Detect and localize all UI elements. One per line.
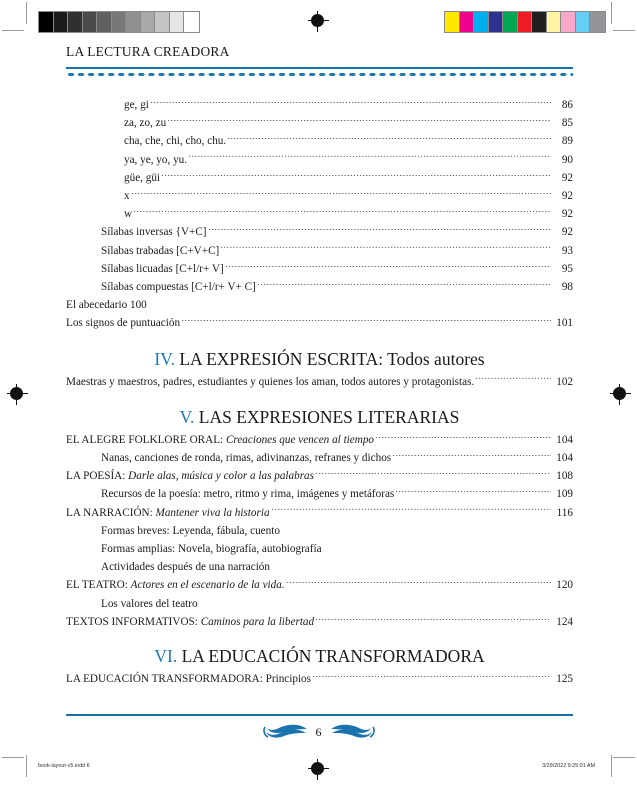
toc-page-number: 95 [561,262,573,275]
toc-entry[interactable] [66,223,573,241]
crop-mark-top-right-h [613,30,635,31]
toc-entry[interactable] [66,278,573,296]
toc-leader-dots [150,97,551,108]
calibration-swatch [518,12,533,32]
toc-entries-part-v [66,431,573,631]
toc-entry-label: Los signos de puntuación [66,317,181,330]
slug-timestamp: 3/29/2022 9:25:01 AM [542,763,595,769]
toc-entries-part-vi [66,670,573,688]
calibration-swatch [54,12,69,32]
toc-entry-label: TEXTOS INFORMATIVOS: Caminos para la libertad [66,615,315,628]
toc-leader-dots [199,595,572,606]
calibration-swatch [97,12,112,32]
toc-entry[interactable] [66,114,573,132]
toc-entry-label: ge, gi [124,99,149,111]
toc-leader-dots [271,504,551,515]
toc-entry-label: Formas amplias: Novela, biografía, autobiografía [101,543,322,556]
toc-leader-dots [161,170,551,181]
grayscale-calibration-strip [38,11,200,33]
toc-entries-part-iv [66,373,573,391]
crop-mark-bottom-right-v [611,755,612,777]
toc-entry[interactable] [66,522,573,540]
toc-page-number: 92 [561,171,573,184]
toc-leader-dots [315,468,551,479]
toc-entry[interactable] [66,670,573,688]
calibration-swatch [590,12,605,32]
toc-entry-label: Maestras y maestros, padres, estudiantes y quienes los aman, todos autores y protagonistas. [66,375,475,388]
toc-entry[interactable] [66,314,573,332]
toc-leader-dots [208,224,551,235]
toc-entry-subtitle: Caminos para la libertad [197,615,315,628]
toc-leader-dots [257,279,551,290]
toc-entry[interactable] [66,96,573,114]
toc-page-number: 125 [556,673,573,686]
toc-entry-subtitle: Darle alas, música y color a las palabras [125,470,315,483]
calibration-swatch [184,12,199,32]
calibration-swatch [39,12,54,32]
toc-entry[interactable] [66,187,573,205]
toc-page-number: 92 [561,190,573,203]
toc-entry-label: Formas breves: Leyenda, fábula, cuento [101,524,280,537]
crop-mark-bottom-left-h [2,757,24,758]
registration-mark-right [613,387,626,400]
toc-entry-label: Recursos de la poesía: metro, ritmo y rima, imágenes y metáforas [101,488,395,501]
toc-entry-label: EL ALEGRE FOLKLORE ORAL: Creaciones que vencen al tiempo [66,433,375,446]
calibration-swatch [83,12,98,32]
toc-leader-dots [225,261,551,272]
toc-leader-dots [181,315,551,326]
crop-mark-top-left-h [2,30,24,31]
toc-entry[interactable] [66,296,573,314]
toc-entry-label: za, zo, zu [124,117,167,130]
toc-entry-label: güe, güi [124,171,161,184]
toc-page-number: 89 [561,135,573,148]
toc-page-number: 109 [556,488,573,501]
toc-leader-dots [133,206,551,217]
crop-mark-bottom-left-v [26,755,27,777]
toc-leader-dots [227,133,551,144]
part-title-vi: LA EDUCACIÓN TRANSFORMADORA [181,646,485,667]
toc-entry[interactable] [66,242,573,260]
calibration-swatch [155,12,170,32]
registration-mark-left [10,387,23,400]
calibration-swatch [460,12,475,32]
toc-leader-dots [392,450,551,461]
page-number: 6 [315,724,322,739]
toc-entry[interactable] [66,467,573,485]
toc-leader-dots [281,523,572,534]
toc-entry[interactable] [66,205,573,223]
toc-entry-label: cha, che, chi, cho, chu. [124,135,227,148]
calibration-swatch [561,12,576,32]
toc-leader-dots [286,577,551,588]
crop-mark-bottom-right-h [613,757,635,758]
toc-leader-dots [315,614,551,625]
part-title-v: LAS EXPRESIONES LITERARIAS [198,406,460,427]
toc-leader-dots [188,151,551,162]
toc-entry-label: EL TEATRO: Actores en el escenario de la vida. [66,579,285,592]
toc-entry-label: LA POESÍA: Darle alas, música y color a las palabras [66,470,315,483]
toc-entry[interactable] [66,260,573,278]
toc-entry[interactable] [66,151,573,169]
toc-entry-label: x [124,190,130,203]
toc-entry-label: ya, ye, yo, yu. [124,153,188,166]
toc-entry[interactable] [66,169,573,187]
calibration-swatch [112,12,127,32]
toc-entry-label: Sílabas compuestas [C+l/r+ V+ C] [101,281,256,294]
part-heading-v [66,406,573,428]
toc-page-number: 104 [556,433,573,446]
toc-entry-subtitle: Mantener viva la historia [152,506,270,519]
toc-entry-label: Sílabas trabadas [C+V+C] [101,244,220,257]
toc-entry-subtitle: Actores en el escenario de la vida. [130,579,285,592]
toc-page-number: 108 [556,470,573,483]
toc-page-number: 101 [556,317,573,330]
header-dotted-border [66,72,573,77]
toc-entry[interactable] [66,373,573,391]
calibration-swatch [503,12,518,32]
footer-rule [66,714,573,716]
toc-page-number: 86 [561,99,573,111]
toc-entry[interactable] [66,485,573,503]
calibration-swatch [474,12,489,32]
toc-leader-dots [220,242,551,253]
toc-entry[interactable] [66,132,573,150]
calibration-swatch [126,12,141,32]
toc-page-number: 124 [556,615,573,628]
toc-page-number: 116 [556,506,573,519]
toc-page-number: 85 [561,117,573,130]
toc-page-number: 120 [556,579,573,592]
toc-entry[interactable] [66,558,573,576]
calibration-swatch [547,12,562,32]
toc-entry-subtitle: Creaciones que vencen al tiempo [223,433,375,446]
toc-section-continued [66,96,573,333]
toc-entry-label: w [124,208,133,221]
calibration-swatch [576,12,591,32]
color-calibration-strip [444,11,606,33]
toc-leader-dots [167,115,551,126]
toc-entry[interactable] [66,540,573,558]
calibration-swatch [532,12,547,32]
registration-mark-bottom [311,762,324,775]
crop-mark-top-left-v [26,2,27,24]
registration-mark-top [311,14,324,27]
toc-leader-dots [395,486,551,497]
toc-entry-label: Sílabas inversas {V+C] [101,226,207,239]
calibration-swatch [489,12,504,32]
toc-page-number: 104 [556,452,573,465]
slug-filename: book-layout-v5.indd 6 [38,763,90,769]
toc-page-number: 90 [561,153,573,166]
toc-leader-dots [131,188,551,199]
calibration-swatch [170,12,185,32]
toc-page-number: 92 [561,208,573,221]
folio [0,724,637,740]
crop-mark-top-right-v [611,2,612,24]
toc-entry[interactable] [66,431,573,449]
toc-leader-dots [475,373,551,384]
toc-entry[interactable] [66,449,573,467]
toc-leader-dots [323,541,572,552]
running-head: LA LECTURA CREADORA [66,44,230,59]
toc-entry-label: LA NARRACIÓN: Mantener viva la historia [66,506,270,519]
part-heading-vi [66,645,573,667]
toc-entry[interactable] [66,613,573,631]
toc-entry[interactable] [66,595,573,613]
toc-entry[interactable] [66,576,573,594]
toc-page-number: 98 [561,281,573,294]
flourish-swirl-right-icon [329,724,375,740]
toc-leader-dots [148,297,572,308]
part-numeral-iv: IV. [154,348,175,369]
toc-page-number: 93 [561,244,573,257]
toc-leader-dots [271,559,572,570]
header-rule [66,67,573,69]
flourish-swirl-left-icon [263,724,309,740]
page-body [66,44,573,688]
calibration-swatch [68,12,83,32]
part-heading-iv [66,348,573,370]
toc-leader-dots [312,671,551,682]
toc-entry-label: Nanas, canciones de ronda, rimas, adivinanzas, refranes y dichos [101,452,392,465]
toc-entry-label: LA EDUCACIÓN TRANSFORMADORA: Principios [66,673,312,686]
toc-entry-label: El abecedario 100 [66,299,147,312]
part-title-iv: LA EXPRESIÓN ESCRITA: Todos autores [179,348,485,369]
toc-entry-label: Sílabas licuadas [C+l/r+ V] [101,262,224,275]
toc-page-number: 92 [561,226,573,239]
calibration-swatch [141,12,156,32]
toc-entry-label: Los valores del teatro [101,597,198,610]
part-numeral-v: V. [179,406,195,427]
toc-page-number: 102 [556,375,573,388]
part-numeral-vi: VI. [154,646,178,667]
toc-entry-label: Actividades después de una narración [101,561,270,574]
calibration-swatch [445,12,460,32]
toc-leader-dots [375,432,551,443]
toc-entry[interactable] [66,504,573,522]
